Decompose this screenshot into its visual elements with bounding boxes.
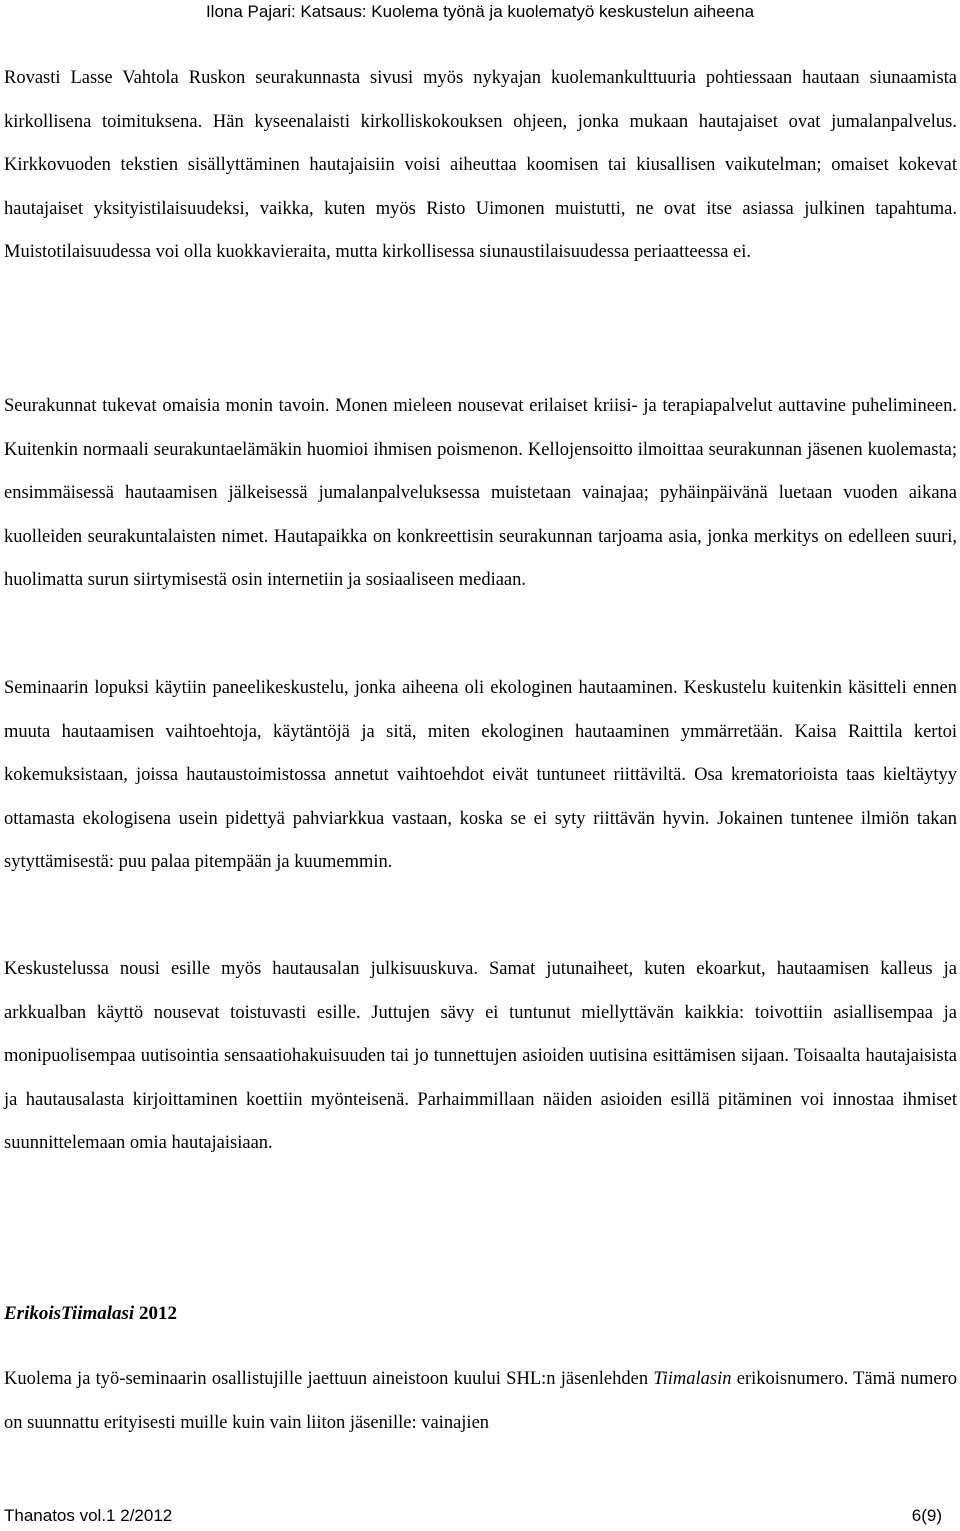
section-paragraph-start: Kuolema ja työ-seminaarin osallistujille jaettuun aineistoon kuului SHL:n jäsenlehden	[4, 1369, 654, 1389]
body-paragraph: Keskustelussa nousi esille myös hautausalan julkisuuskuva. Samat jutunaiheet, kuten ekoarkut, hautaamisen kalleus ja arkkualban käyttö nousevat toistuvasti esille. Juttujen sävy ei tuntunut miellyttävän kaikkia: toivottiin asiallisempaa ja monipuolisempaa uutisointia sensaatiohakuisuuden tai jo tunnettujen asioiden uutisina esittämisen sijaan. Toisaalta hautajaisista ja hautausalasta kirjoittaminen koettiin myönteisenä. Parhaimmillaan näiden asioiden esillä pitäminen voi innostaa ihmiset suunnittelemaan omia hautajaisiaan.	[4, 959, 957, 1154]
body-paragraph: Seminaarin lopuksi käytiin paneelikeskustelu, jonka aiheena oli ekologinen hautaaminen. Keskustelu kuitenkin käsitteli ennen muuta hautaamisen vaihtoehtoja, käytäntöjä ja sitä, miten ekologinen hautaaminen ymmärretään. Kaisa Raittila kertoi kokemuksistaan, joissa hautaustoimistossa annetut vaihtoehdot eivät tuntuneet riittäviltä. Osa krematorioista taas kieltäytyy ottamasta ekologisena usein pidettyä pahviarkkua vastaan, koska se ei syty riittävän hyvin. Jokainen tuntenee ilmiön takan sytyttämisestä: puu palaa pitempään ja kuumemmin.	[4, 678, 957, 873]
footer-journal: Thanatos vol.1 2/2012	[4, 1506, 173, 1525]
running-header: Ilona Pajari: Katsaus: Kuolema työnä ja kuolematyö keskustelun aiheena	[205, 2, 755, 21]
body-paragraph: Seurakunnat tukevat omaisia monin tavoin. Monen mieleen nousevat erilaiset kriisi- ja terapiapalvelut auttavine puhelimineen. Kuitenkin normaali seurakuntaelämäkin huomioi ihmisen poismenon. Kellojensoitto ilmoittaa seurakunnan jäsenen kuolemasta; ensimmäisessä hautaamisen jälkeisessä jumalanpalveluksessa muistetaan vainajaa; pyhäinpäivänä luetaan vuoden aikana kuolleiden seurakuntalaisten nimet. Hautapaikka on konkreettisin seurakunnan tarjoama asia, jonka merkitys on edelleen suuri, huolimatta surun siirtymisestä osin internetiin ja sosiaaliseen mediaan.	[4, 396, 957, 591]
section-heading-title: ErikoisTiimalasi	[4, 1303, 135, 1324]
section-paragraph-end: erikoisnumero. Tämä numero on suunnattu erityisesti muille kuin vain liiton jäsenille: vainajien	[4, 1369, 957, 1433]
page-footer	[4, 1505, 942, 1527]
body-paragraph: Rovasti Lasse Vahtola Ruskon seurakunnasta sivusi myös nykyajan kuolemankulttuuria pohtiessaan hautaan siunaamista kirkollisena toimituksena. Hän kyseenalaisti kirkolliskokouksen ohjeen, jonka mukaan hautajaiset ovat jumalanpalvelus. Kirkkovuoden tekstien sisällyttäminen hautajaisiin voisi aiheuttaa koomisen tai kiusallisen vaikutelman; omaiset kokevat hautajaiset yksityistilaisuudeksi, vaikka, kuten myös Risto Uimonen muistutti, ne ovat itse asiassa julkinen tapahtuma. Muistotilaisuudessa voi olla kuokkavieraita, mutta kirkollisessa siunaustilaisuudessa periaatteessa ei.	[4, 68, 957, 263]
section-paragraph	[4, 1358, 957, 1445]
section-heading	[4, 1292, 177, 1336]
section-paragraph-italic: Tiimalasin	[653, 1369, 732, 1389]
footer-page-number: 6(9)	[911, 1506, 942, 1525]
section-heading-year: 2012	[134, 1303, 177, 1324]
